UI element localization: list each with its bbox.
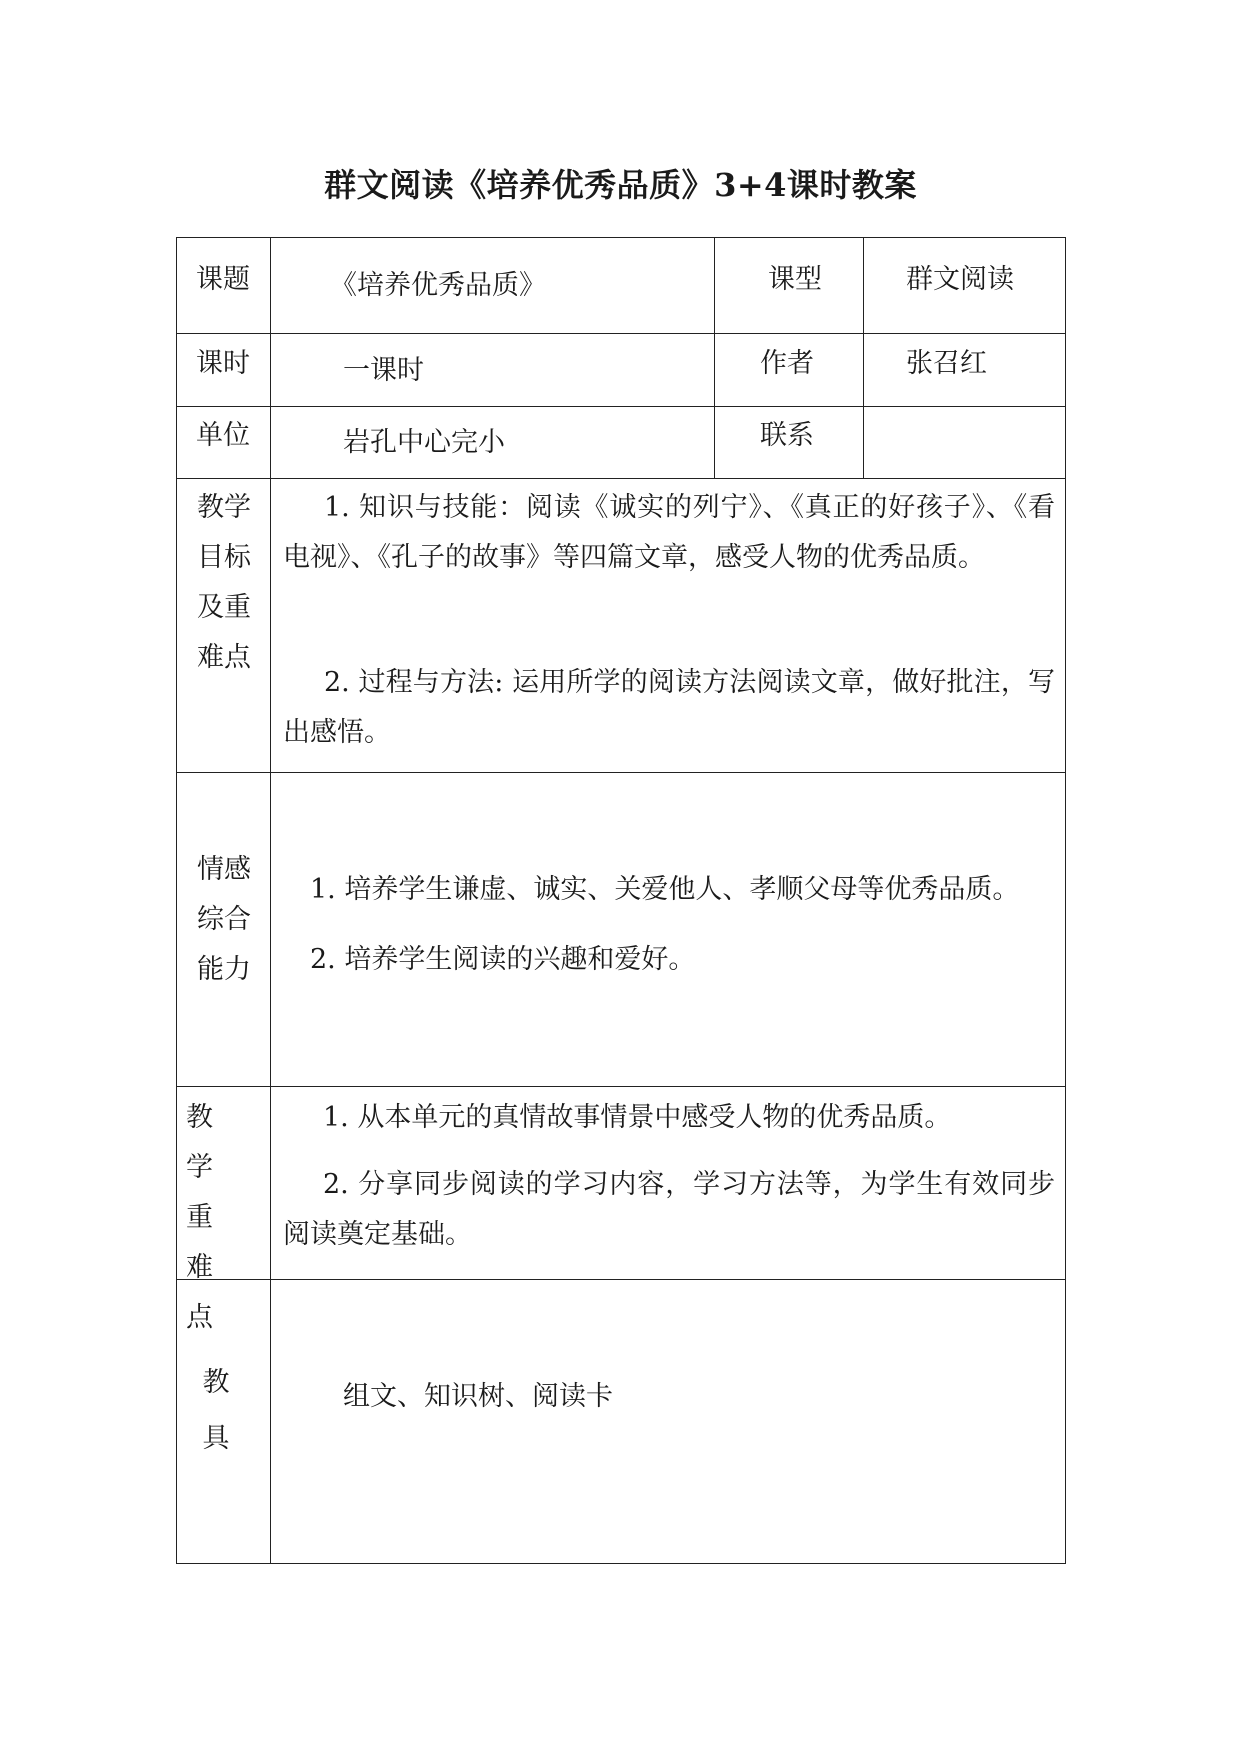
value-author: 张召红 xyxy=(906,348,987,379)
value-unit: 岩孔中心完小 xyxy=(343,427,505,458)
table-rule xyxy=(270,237,271,1563)
value-lesson-type: 群文阅读 xyxy=(906,264,1014,295)
table-rule xyxy=(863,237,864,478)
table-rule xyxy=(176,333,1066,334)
label-emotion-ability: 情感 综合 能力 xyxy=(197,854,251,985)
table-border-left xyxy=(176,237,177,1563)
keypoint-paragraph-2: 2. 分享同步阅读的学习内容，学习方法等，为学生有效同步阅读奠定基础。 xyxy=(283,1169,1055,1250)
label-teaching-goals: 教学 目标 及重 难点 xyxy=(197,492,251,673)
goal-paragraph-1: 1. 知识与技能：阅读《诚实的列宁》、《真正的好孩子》、《看电视》、《孔子的故事》等四篇文章，感受人物的优秀品质。 xyxy=(283,492,1055,573)
page-title: 群文阅读《培养优秀品质》3+4课时教案 xyxy=(324,166,917,204)
label-lesson-type: 课型 xyxy=(768,264,822,295)
label-contact: 联系 xyxy=(760,420,814,451)
table-border-right xyxy=(1065,237,1066,1563)
table-rule xyxy=(176,1279,1066,1280)
table-rule xyxy=(714,237,715,478)
value-topic: 《培养优秀品质》 xyxy=(330,270,546,301)
table-rule xyxy=(176,406,1066,407)
label-key-difficulties: 教 学 重 难 点 xyxy=(186,1102,240,1333)
value-teaching-aids: 组文、知识树、阅读卡 xyxy=(343,1381,613,1412)
value-class-hours: 一课时 xyxy=(343,355,424,386)
emotion-paragraph-1: 1. 培养学生谦虚、诚实、关爱他人、孝顺父母等优秀品质。 xyxy=(310,874,1020,905)
emotion-paragraph-2: 2. 培养学生阅读的兴趣和爱好。 xyxy=(310,944,696,975)
label-topic: 课题 xyxy=(196,264,250,295)
table-border-top xyxy=(176,237,1066,238)
label-teaching-aids: 教 具 xyxy=(202,1367,230,1454)
keypoint-paragraph-1: 1. 从本单元的真情故事情景中感受人物的优秀品质。 xyxy=(323,1102,952,1133)
table-rule xyxy=(176,1086,1066,1087)
goal-paragraph-2: 2. 过程与方法: 运用所学的阅读方法阅读文章，做好批注，写出感悟。 xyxy=(283,667,1055,748)
label-author: 作者 xyxy=(760,348,814,379)
label-class-hours: 课时 xyxy=(196,348,250,379)
label-unit: 单位 xyxy=(196,420,250,451)
table-rule xyxy=(176,772,1066,773)
table-rule xyxy=(176,478,1066,479)
table-border-bottom xyxy=(176,1563,1066,1564)
